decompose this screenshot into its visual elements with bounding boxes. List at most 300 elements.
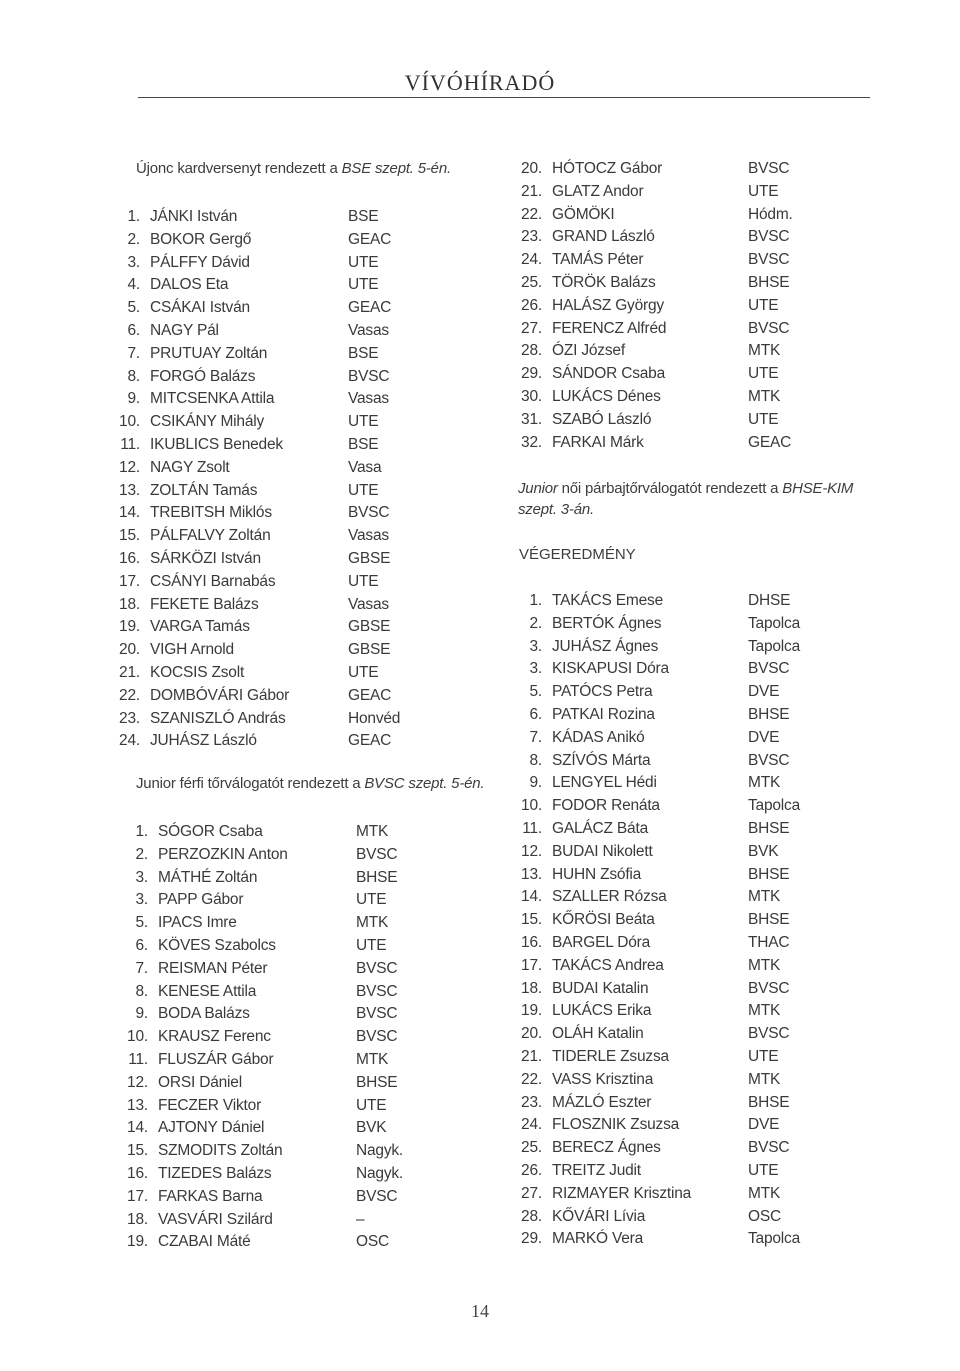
result-club: GEAC [748, 433, 792, 451]
result-club: UTE [348, 253, 379, 271]
result-club: GEAC [348, 299, 392, 317]
result-name: KŐVÁRI Lívia [552, 1207, 646, 1225]
result-row [514, 886, 834, 909]
result-name: ZOLTÁN Tamás [150, 481, 258, 499]
section2-results-list-continued [514, 158, 834, 454]
result-rank: 9. [135, 1005, 148, 1023]
result-rank: 5. [529, 683, 542, 701]
result-rank: 25. [521, 273, 542, 291]
result-name: VASVÁRI Szilárd [158, 1210, 273, 1228]
result-name: GALÁCZ Báta [552, 819, 649, 837]
result-rank: 2. [127, 230, 140, 248]
result-row [120, 1163, 450, 1186]
result-row [112, 616, 442, 639]
result-club: GBSE [348, 618, 391, 636]
result-row [514, 841, 834, 864]
result-club: DVE [748, 1116, 780, 1134]
result-row [120, 821, 450, 844]
result-row [514, 955, 834, 978]
result-row [514, 363, 834, 386]
result-name: NAGY Zsolt [150, 458, 230, 476]
result-name: BARGEL Dóra [552, 933, 651, 951]
result-name: CZABAI Máté [158, 1233, 251, 1251]
result-name: ORSI Dániel [158, 1073, 242, 1091]
result-row [514, 226, 834, 249]
result-row [514, 932, 834, 955]
result-club: BHSE [356, 1073, 398, 1091]
result-row [514, 158, 834, 181]
result-club: UTE [356, 936, 387, 954]
result-rank: 16. [127, 1164, 148, 1182]
result-row [514, 1000, 834, 1023]
page-number: 14 [471, 1301, 489, 1321]
result-name: NAGY Pál [150, 321, 219, 339]
result-name: OLÁH Katalin [552, 1025, 644, 1043]
result-rank: 18. [119, 595, 140, 613]
result-row [514, 1092, 834, 1115]
result-club: DVE [748, 683, 780, 701]
result-row [112, 252, 442, 275]
result-name: PATKAI Rozina [552, 705, 655, 723]
result-row [514, 1069, 834, 1092]
result-name: FARKAS Barna [158, 1187, 263, 1205]
result-rank: 24. [521, 251, 542, 269]
result-name: KŐRÖSI Beáta [552, 911, 655, 929]
result-row [120, 1072, 450, 1095]
result-rank: 23. [119, 709, 140, 727]
result-name: SZANISZLÓ András [150, 709, 286, 727]
result-rank: 21. [521, 182, 542, 200]
result-name: BODA Balázs [158, 1005, 250, 1023]
result-row [514, 750, 834, 773]
section3-intro [518, 478, 853, 520]
result-club: BVSC [748, 319, 790, 337]
result-name: PAPP Gábor [158, 891, 244, 909]
result-rank: 20. [521, 160, 542, 177]
section2-intro [136, 775, 484, 792]
result-rank: 22. [521, 205, 542, 223]
result-rank: 10. [119, 413, 140, 431]
result-name: MITCSENKA Attila [150, 390, 275, 408]
result-row [514, 432, 834, 455]
result-club: BVSC [748, 251, 790, 269]
result-row [514, 204, 834, 227]
result-rank: 27. [521, 319, 542, 337]
result-club: UTE [748, 365, 779, 383]
result-row [120, 1049, 450, 1072]
result-rank: 21. [521, 1047, 542, 1065]
result-name: PERZOZKIN Anton [158, 845, 288, 863]
result-row [514, 1137, 834, 1160]
result-club: BVSC [356, 1005, 398, 1023]
result-name: FERENCZ Alfréd [552, 319, 667, 337]
result-rank: 17. [521, 956, 542, 974]
result-name: FECZER Viktor [158, 1096, 262, 1114]
result-name: TAKÁCS Emese [552, 592, 664, 609]
result-name: REISMAN Péter [158, 959, 268, 977]
result-name: TAKÁCS Andrea [552, 956, 664, 974]
section3-results-list [514, 590, 834, 1251]
result-club: UTE [348, 481, 379, 499]
result-rank: 32. [521, 433, 542, 451]
result-row [120, 1026, 450, 1049]
section1-intro-text: Újonc kardversenyt rendezett a [136, 160, 342, 177]
result-name: SZÍVÓS Márta [552, 751, 651, 769]
result-name: KENESE Attila [158, 982, 257, 1000]
result-club: BHSE [748, 705, 790, 723]
result-rank: 14. [127, 1119, 148, 1137]
result-name: VASS Krisztina [552, 1070, 654, 1088]
result-rank: 7. [135, 959, 148, 977]
result-row [112, 548, 442, 571]
result-club: UTE [348, 413, 379, 431]
result-row [120, 867, 450, 890]
result-rank: 2. [529, 614, 542, 632]
result-name: PATÓCS Petra [552, 683, 653, 701]
result-name: FORGÓ Balázs [150, 367, 256, 385]
result-club: GBSE [348, 549, 391, 567]
result-club: Nagyk. [356, 1164, 404, 1182]
result-row [514, 295, 834, 318]
result-club: GEAC [348, 686, 392, 704]
result-rank: 23. [521, 1093, 542, 1111]
result-row [112, 457, 442, 480]
result-rank: 1. [135, 823, 148, 840]
result-name: LUKÁCS Erika [552, 1002, 652, 1020]
result-name: SZALLER Rózsa [552, 888, 667, 906]
result-rank: 19. [127, 1233, 148, 1251]
result-row [120, 958, 450, 981]
result-row [514, 658, 834, 681]
result-row [514, 704, 834, 727]
result-name: HALÁSZ György [552, 296, 664, 314]
result-rank: 24. [521, 1116, 542, 1134]
result-row [112, 708, 442, 731]
result-row [514, 249, 834, 272]
result-rank: 10. [521, 797, 542, 815]
result-row [514, 772, 834, 795]
result-club: GEAC [348, 230, 392, 248]
result-row [112, 571, 442, 594]
result-club: BVSC [748, 228, 790, 246]
result-rank: 1. [529, 592, 542, 609]
result-rank: 16. [119, 549, 140, 567]
result-rank: 13. [127, 1096, 148, 1114]
result-name: MARKÓ Vera [552, 1230, 644, 1248]
result-name: VARGA Tamás [150, 618, 250, 636]
result-rank: 7. [127, 344, 140, 362]
result-club: UTE [748, 1161, 779, 1179]
result-name: SÓGOR Csaba [158, 823, 263, 840]
result-rank: 31. [521, 410, 542, 428]
result-row [514, 795, 834, 818]
result-club: BSE [348, 435, 379, 453]
result-club: BVSC [356, 982, 398, 1000]
result-name: AJTONY Dániel [158, 1119, 265, 1137]
result-name: CSÁKAI István [150, 299, 250, 317]
result-club: UTE [748, 410, 779, 428]
header-rule [138, 97, 870, 98]
result-club: Nagyk. [356, 1142, 404, 1160]
result-name: PÁLFFY Dávid [150, 253, 250, 271]
result-row [514, 864, 834, 887]
result-club: DVE [748, 728, 780, 746]
result-name: IKUBLICS Benedek [150, 435, 283, 453]
result-name: CSÁNYI Barnabás [150, 572, 276, 590]
result-rank: 12. [119, 458, 140, 476]
result-club: BVSC [748, 1025, 790, 1043]
result-club: BSE [348, 208, 379, 225]
result-row [112, 594, 442, 617]
result-name: BERECZ Ágnes [552, 1139, 661, 1157]
result-club: MTK [356, 823, 389, 840]
result-rank: 10. [127, 1028, 148, 1046]
result-row [514, 1160, 834, 1183]
result-rank: 11. [522, 819, 542, 837]
result-name: KOCSIS Zsolt [150, 663, 245, 681]
result-row [514, 978, 834, 1001]
result-rank: 22. [119, 686, 140, 704]
result-row [112, 502, 442, 525]
result-rank: 19. [521, 1002, 542, 1020]
result-club: MTK [356, 1050, 389, 1068]
result-name: FLUSZÁR Gábor [158, 1050, 274, 1068]
result-club: BVSC [748, 660, 790, 678]
result-rank: 11. [120, 435, 140, 453]
section3-intro-emphasis-club: BHSE-KIM [782, 480, 854, 497]
result-rank: 8. [127, 367, 140, 385]
result-name: LENGYEL Hédi [552, 774, 657, 792]
result-row [514, 181, 834, 204]
result-club: GEAC [348, 732, 392, 750]
section2-intro-emphasis: BVSC szept. 5-én. [364, 775, 485, 792]
result-row [514, 613, 834, 636]
result-club: THAC [748, 933, 790, 951]
result-club: MTK [748, 1070, 781, 1088]
result-row [112, 480, 442, 503]
result-rank: 26. [521, 296, 542, 314]
result-row [120, 981, 450, 1004]
result-name: DOMBÓVÁRI Gábor [150, 686, 290, 704]
result-name: KRAUSZ Ferenc [158, 1028, 271, 1046]
result-club: UTE [748, 1047, 779, 1065]
result-rank: 8. [135, 982, 148, 1000]
result-club: Hódm. [748, 205, 793, 223]
result-rank: 13. [521, 865, 542, 883]
result-name: SZMODITS Zoltán [158, 1142, 283, 1160]
result-name: SZABÓ László [552, 410, 652, 428]
result-row [514, 909, 834, 932]
result-row [120, 889, 450, 912]
result-name: JÁNKI István [150, 208, 238, 225]
result-club: BVSC [356, 1187, 398, 1205]
result-name: SÁNDOR Csaba [552, 365, 666, 383]
result-club: UTE [348, 663, 379, 681]
result-row [112, 662, 442, 685]
result-name: KÁDAS Anikó [552, 728, 645, 746]
result-club: BVSC [748, 160, 790, 177]
result-row [514, 386, 834, 409]
result-club: BVK [748, 842, 779, 860]
result-name: JUHÁSZ László [150, 732, 257, 750]
result-club: BVSC [356, 959, 398, 977]
result-name: GRAND László [552, 228, 655, 246]
result-name: PRUTUAY Zoltán [150, 344, 268, 362]
result-row [120, 1095, 450, 1118]
result-rank: 25. [521, 1139, 542, 1157]
result-name: ÓZI József [552, 342, 625, 360]
result-rank: 6. [127, 321, 140, 339]
result-row [514, 1183, 834, 1206]
result-club: MTK [748, 342, 781, 360]
result-row [514, 409, 834, 432]
page-header-title: VÍVÓHÍRADÓ [404, 70, 556, 95]
result-row [112, 229, 442, 252]
result-row [514, 1114, 834, 1137]
result-row [120, 1003, 450, 1026]
result-club: UTE [356, 891, 387, 909]
result-row [514, 272, 834, 295]
result-row [120, 1231, 450, 1254]
result-rank: 5. [135, 914, 148, 932]
result-row [112, 206, 442, 229]
result-rank: 18. [521, 979, 542, 997]
section1-results-list [112, 206, 442, 753]
result-club: BHSE [748, 911, 790, 929]
result-rank: 24. [119, 732, 140, 750]
result-rank: 3. [135, 891, 148, 909]
result-name: MÁZLÓ Eszter [552, 1093, 652, 1111]
result-row [514, 1023, 834, 1046]
result-club: MTK [748, 1002, 781, 1020]
result-rank: 17. [127, 1187, 148, 1205]
result-name: RIZMAYER Krisztina [552, 1184, 692, 1202]
result-club: BVK [356, 1119, 387, 1137]
result-rank: 29. [521, 365, 542, 383]
result-rank: 30. [521, 387, 542, 405]
result-rank: 17. [119, 572, 140, 590]
result-name: KÖVES Szabolcs [158, 936, 276, 954]
result-row [120, 1209, 450, 1232]
result-name: TREBITSH Miklós [150, 504, 272, 522]
result-rank: 9. [529, 774, 542, 792]
section3-intro-emphasis-junior: Junior [518, 480, 558, 497]
result-row [514, 340, 834, 363]
result-club: BVSC [348, 367, 390, 385]
result-club: BVSC [748, 979, 790, 997]
result-club: Tapolca [748, 1230, 801, 1248]
result-club: Vasas [348, 321, 389, 339]
section1-intro [136, 160, 451, 177]
result-name: TIDERLE Zsuzsa [552, 1047, 669, 1065]
result-club: Tapolca [748, 637, 801, 655]
result-row [112, 685, 442, 708]
result-row [514, 818, 834, 841]
result-name: GLATZ Andor [552, 182, 644, 200]
result-club: Vasa [348, 458, 382, 476]
result-club: BHSE [356, 868, 398, 886]
result-name: TAMÁS Péter [552, 251, 644, 269]
result-rank: 27. [521, 1184, 542, 1202]
section3-intro-emphasis-date: szept. 3-án. [518, 501, 594, 518]
result-rank: 7. [529, 728, 542, 746]
result-club: BHSE [748, 273, 790, 291]
result-rank: 29. [521, 1230, 542, 1248]
result-club: Vasas [348, 527, 389, 545]
result-club: BVSC [748, 751, 790, 769]
result-club: UTE [356, 1096, 387, 1114]
result-club: Vasas [348, 390, 389, 408]
result-row [514, 1046, 834, 1069]
section2-results-list [120, 821, 450, 1254]
result-rank: 9. [127, 390, 140, 408]
result-row [120, 1186, 450, 1209]
result-rank: 22. [521, 1070, 542, 1088]
result-rank: 16. [521, 933, 542, 951]
result-rank: 5. [127, 299, 140, 317]
result-club: BHSE [748, 1093, 790, 1111]
result-name: JUHÁSZ Ágnes [552, 637, 659, 655]
result-club: BVSC [356, 845, 398, 863]
result-row [112, 730, 442, 753]
section3-intro-text: női párbajtőrválogatót rendezett a [557, 480, 783, 497]
result-name: KISKAPUSI Dóra [552, 660, 669, 678]
result-club: UTE [748, 296, 779, 314]
result-rank: 3. [135, 868, 148, 886]
result-club: UTE [748, 182, 779, 200]
result-club: BVSC [348, 504, 390, 522]
result-rank: 20. [521, 1025, 542, 1043]
result-name: SÁRKÖZI István [150, 549, 261, 567]
result-name: IPACS Imre [158, 914, 237, 932]
result-club: BVSC [748, 1139, 790, 1157]
result-name: DALOS Eta [150, 276, 229, 294]
section2-intro-text: Junior férfi tőrválogatót rendezett a [136, 775, 365, 792]
result-rank: 15. [119, 527, 140, 545]
result-row [514, 318, 834, 341]
result-name: FODOR Renáta [552, 797, 660, 815]
result-row [514, 636, 834, 659]
result-row [514, 1228, 834, 1251]
result-name: PÁLFALVY Zoltán [150, 527, 271, 545]
result-club: MTK [748, 387, 781, 405]
result-club: GBSE [348, 641, 391, 659]
result-rank: 15. [521, 911, 542, 929]
section1-intro-emphasis: BSE szept. 5-én. [341, 160, 451, 177]
result-rank: 23. [521, 228, 542, 246]
result-rank: 15. [127, 1142, 148, 1160]
result-rank: 20. [119, 641, 140, 659]
result-club: BHSE [748, 819, 790, 837]
result-name: BERTÓK Ágnes [552, 614, 662, 632]
result-club: BVSC [356, 1028, 398, 1046]
result-rank: 18. [127, 1210, 148, 1228]
result-rank: 3. [127, 253, 140, 271]
result-club: MTK [748, 1184, 781, 1202]
result-rank: 4. [127, 276, 140, 294]
result-club: MTK [748, 888, 781, 906]
result-name: FARKAI Márk [552, 433, 644, 451]
result-club: BSE [348, 344, 379, 362]
result-rank: 13. [119, 481, 140, 499]
result-name: TREITZ Judit [552, 1161, 641, 1179]
result-name: TIZEDES Balázs [158, 1164, 272, 1182]
result-name: HÓTOCZ Gábor [552, 160, 663, 177]
result-club: Vasas [348, 595, 389, 613]
result-club: OSC [356, 1233, 389, 1251]
result-row [514, 727, 834, 750]
result-rank: 6. [135, 936, 148, 954]
